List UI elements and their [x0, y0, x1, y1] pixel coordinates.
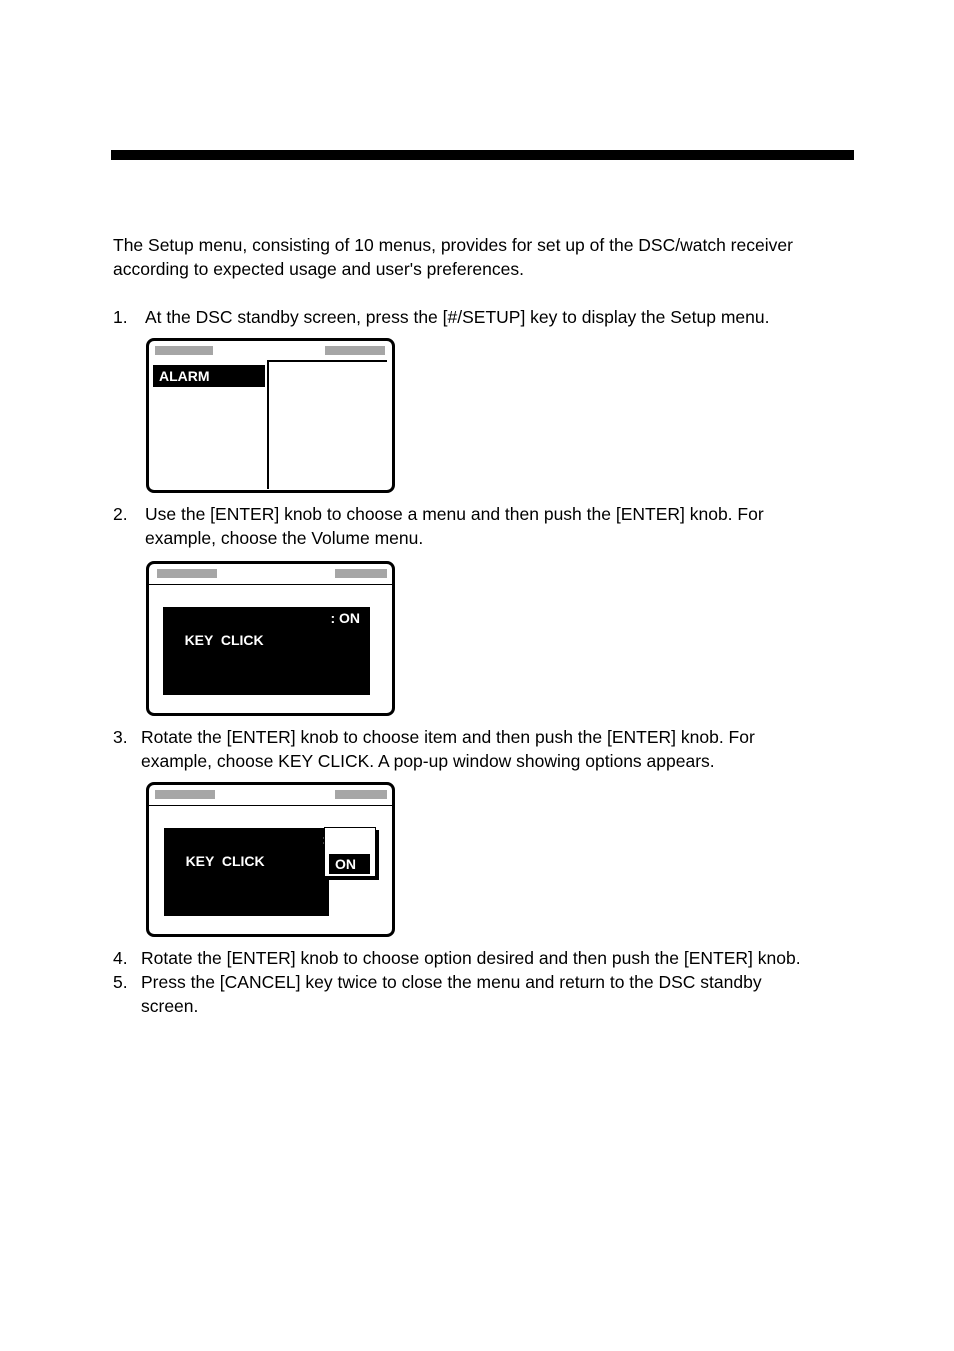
menu-item-alarm[interactable]: ALARM: [153, 365, 265, 387]
menu-item-key-click[interactable]: [163, 607, 370, 695]
option-on[interactable]: ON: [329, 854, 370, 874]
screen-status-placeholder: [335, 790, 387, 799]
volume-menu-screen: [146, 561, 395, 716]
step-5-number: 5.: [113, 972, 128, 992]
screen-title-placeholder: [155, 346, 213, 355]
step-2-text-line-2: example, choose the Volume menu.: [145, 528, 424, 548]
step-5-text-line-1: Press the [CANCEL] key twice to close the menu and return to the DSC standby: [141, 972, 762, 992]
step-2-text-line-1: Use the [ENTER] knob to choose a menu and then push the [ENTER] knob. For: [145, 504, 764, 524]
step-3-number: 3.: [113, 727, 128, 747]
screen-status-placeholder: [325, 346, 385, 355]
header-divider: [267, 360, 387, 362]
menu-item-key-click[interactable]: [164, 828, 329, 916]
step-3-text-line-2: example, choose KEY CLICK. A pop-up window showing options appears.: [141, 751, 715, 771]
key-click-value: : ON: [330, 610, 360, 626]
step-4-number: 4.: [113, 948, 128, 968]
key-click-label: KEY CLICK: [184, 632, 264, 648]
column-divider: [267, 360, 269, 489]
screen-title-placeholder: [157, 569, 217, 578]
step-1-text: At the DSC standby screen, press the [#/SETUP] key to display the Setup menu.: [145, 307, 770, 327]
step-5-text-line-2: screen.: [141, 996, 199, 1016]
key-click-popup-screen: [146, 782, 395, 937]
header-divider: [149, 805, 392, 806]
step-3-text-line-1: Rotate the [ENTER] knob to choose item and then push the [ENTER] knob. For: [141, 727, 755, 747]
step-4-text: Rotate the [ENTER] knob to choose option desired and then push the [ENTER] knob.: [141, 948, 801, 968]
screen-status-placeholder: [335, 569, 387, 578]
step-1-number: 1.: [113, 307, 128, 327]
header-divider: [149, 584, 392, 585]
setup-menu-screen: [146, 338, 395, 493]
step-2-number: 2.: [113, 504, 128, 524]
header-rule: [111, 150, 854, 160]
options-popup: [324, 827, 376, 877]
intro-line-1: The Setup menu, consisting of 10 menus, provides for set up of the DSC/watch receiver: [113, 235, 793, 255]
screen-title-placeholder: [155, 790, 215, 799]
key-click-label: KEY CLICK: [185, 853, 265, 869]
intro-line-2: according to expected usage and user's preferences.: [113, 259, 524, 279]
